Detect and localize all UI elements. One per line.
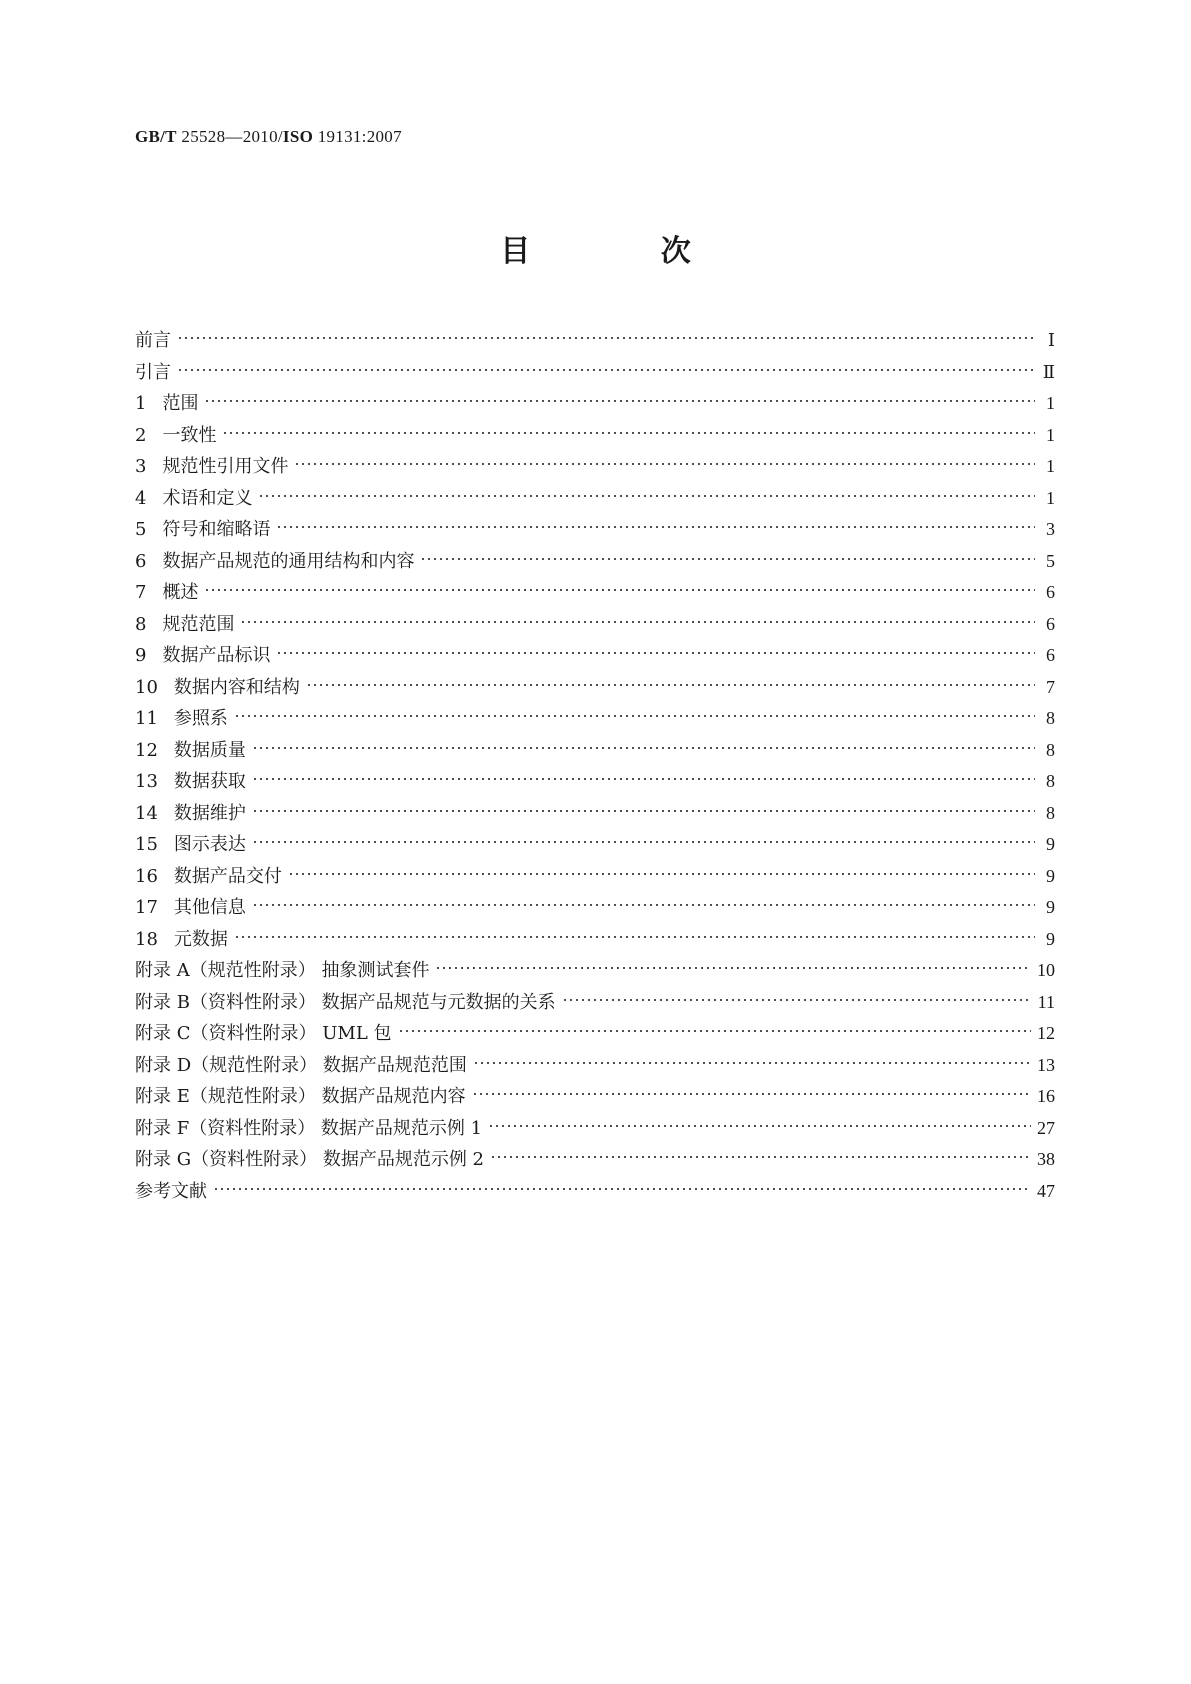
toc-entry[interactable] xyxy=(135,641,1055,673)
dot-leader xyxy=(177,363,1035,377)
toc-entry-number: 1 xyxy=(135,393,147,414)
toc-entry-page: 6 xyxy=(1046,613,1055,634)
dot-leader xyxy=(473,1056,1031,1070)
toc-entry-number: 5 xyxy=(135,519,147,540)
toc-entry-label: 参考文献 xyxy=(135,1180,207,1202)
toc-entry-page: 9 xyxy=(1046,865,1055,886)
toc-entry-page: 8 xyxy=(1046,708,1055,728)
page-title: 目 次 xyxy=(500,234,751,269)
toc-entry-page: 8 xyxy=(1046,771,1055,791)
dot-leader xyxy=(258,489,1035,503)
toc-entry[interactable] xyxy=(135,1145,1055,1177)
toc-entry-label: 其他信息 xyxy=(173,897,246,918)
dot-leader xyxy=(252,835,1035,849)
iso-prefix: ISO xyxy=(282,127,314,146)
toc-entry-page: Ⅰ xyxy=(1047,330,1055,350)
dot-leader xyxy=(252,898,1035,912)
toc-entry[interactable] xyxy=(135,515,1055,547)
toc-entry[interactable] xyxy=(135,1051,1055,1083)
toc-entry-number: 4 xyxy=(135,487,147,509)
toc-entry-number: 8 xyxy=(135,613,147,635)
toc-entry-number: 2 xyxy=(135,424,147,446)
toc-entry[interactable] xyxy=(135,578,1055,610)
iso-number: 19131:2007 xyxy=(317,127,402,146)
dot-leader xyxy=(234,709,1035,723)
toc-entry-label: 符号和缩略语 xyxy=(162,519,271,540)
dot-leader xyxy=(252,741,1035,755)
toc-entry-label: 元数据 xyxy=(173,928,228,950)
toc-entry[interactable] xyxy=(135,452,1055,484)
toc-entry-label: 数据产品规范的通用结构和内容 xyxy=(162,550,415,572)
dot-leader xyxy=(252,804,1035,818)
toc-entry-page: 13 xyxy=(1037,1054,1055,1075)
toc-entry-label: 规范性引用文件 xyxy=(162,456,289,477)
toc-entry-page: 47 xyxy=(1037,1180,1055,1201)
toc-entry-number: 14 xyxy=(135,802,158,824)
toc-entry-page: 5 xyxy=(1046,550,1055,571)
toc-entry-page: 16 xyxy=(1037,1086,1055,1106)
toc-entry[interactable] xyxy=(135,421,1055,453)
std-number: 25528—2010/ xyxy=(181,127,283,146)
toc-entry[interactable] xyxy=(135,767,1055,799)
toc-entry-page: 10 xyxy=(1037,960,1055,980)
toc-entry-label: 数据产品标识 xyxy=(162,645,271,666)
toc-entry-page: 1 xyxy=(1046,487,1055,508)
toc-entry[interactable] xyxy=(135,673,1055,705)
dot-leader xyxy=(276,520,1035,534)
toc-entry-number: 11 xyxy=(135,708,158,729)
toc-entry-label: 数据内容和结构 xyxy=(173,676,300,698)
toc-entry[interactable] xyxy=(135,988,1055,1020)
toc-entry-label: 附录 G（资料性附录） 数据产品规范示例 2 xyxy=(135,1149,484,1170)
dot-leader xyxy=(490,1150,1031,1164)
toc-entry[interactable] xyxy=(135,893,1055,925)
dot-leader xyxy=(222,426,1035,440)
toc-entry[interactable] xyxy=(135,1177,1055,1209)
toc-entry-page: 12 xyxy=(1037,1023,1055,1043)
toc-entry-label: 图示表达 xyxy=(173,834,246,855)
toc-entry[interactable] xyxy=(135,704,1055,736)
toc-entry[interactable] xyxy=(135,326,1055,358)
toc-entry-label: 概述 xyxy=(162,582,199,603)
toc-entry-number: 9 xyxy=(135,645,147,666)
toc-entry-page: 38 xyxy=(1037,1149,1055,1169)
toc-entry[interactable] xyxy=(135,736,1055,768)
dot-leader xyxy=(288,867,1035,881)
toc-entry-label: 引言 xyxy=(135,361,171,383)
toc-entry-page: 9 xyxy=(1046,834,1055,854)
dot-leader xyxy=(420,552,1035,566)
dot-leader xyxy=(204,394,1035,408)
dot-leader xyxy=(435,961,1031,975)
dot-leader xyxy=(306,678,1035,692)
dot-leader xyxy=(562,993,1032,1007)
toc-entry[interactable] xyxy=(135,925,1055,957)
toc-entry[interactable] xyxy=(135,547,1055,579)
dot-leader xyxy=(213,1182,1031,1196)
toc-entry-label: 附录 C（资料性附录） UML 包 xyxy=(135,1023,392,1044)
toc-entry-page: 27 xyxy=(1037,1117,1055,1138)
toc-entry-number: 18 xyxy=(135,928,158,950)
toc-entry-page: 6 xyxy=(1046,645,1055,665)
dot-leader xyxy=(240,615,1035,629)
toc-entry-label: 附录 E（规范性附录） 数据产品规范内容 xyxy=(135,1086,466,1107)
toc-entry-number: 16 xyxy=(135,865,158,887)
dot-leader xyxy=(294,457,1035,471)
toc-entry-page: 6 xyxy=(1046,582,1055,602)
toc-entry-label: 数据获取 xyxy=(173,771,246,792)
toc-entry-label: 规范范围 xyxy=(162,613,235,635)
toc-entry[interactable] xyxy=(135,799,1055,831)
dot-leader xyxy=(472,1087,1031,1101)
dot-leader xyxy=(204,583,1035,597)
toc-entry-label: 数据质量 xyxy=(173,739,246,761)
std-prefix: GB/T xyxy=(135,127,177,146)
toc-entry-label: 附录 A（规范性附录） 抽象测试套件 xyxy=(135,960,430,981)
toc-entry-number: 15 xyxy=(135,834,158,855)
toc-entry[interactable] xyxy=(135,610,1055,642)
toc-entry-label: 范围 xyxy=(162,393,199,414)
table-of-contents xyxy=(135,326,1055,1208)
toc-entry-label: 前言 xyxy=(135,330,171,351)
toc-entry-label: 参照系 xyxy=(173,708,228,729)
standard-code xyxy=(135,127,402,147)
toc-entry-page: 11 xyxy=(1037,991,1055,1012)
dot-leader xyxy=(276,646,1035,660)
toc-entry[interactable] xyxy=(135,389,1055,421)
toc-entry-page: 1 xyxy=(1046,393,1055,413)
toc-entry-number: 3 xyxy=(135,456,147,477)
toc-entry[interactable] xyxy=(135,862,1055,894)
toc-entry-label: 一致性 xyxy=(162,424,217,446)
toc-entry-page: 9 xyxy=(1046,928,1055,949)
toc-entry-page: Ⅱ xyxy=(1042,361,1055,382)
toc-entry-number: 6 xyxy=(135,550,147,572)
toc-entry-page: 1 xyxy=(1046,424,1055,445)
toc-entry-label: 附录 B（资料性附录） 数据产品规范与元数据的关系 xyxy=(135,991,556,1013)
toc-entry-page: 7 xyxy=(1046,676,1055,697)
dot-leader xyxy=(252,772,1035,786)
toc-entry[interactable] xyxy=(135,1019,1055,1051)
toc-entry-page: 9 xyxy=(1046,897,1055,917)
toc-entry-number: 7 xyxy=(135,582,147,603)
dot-leader xyxy=(177,331,1035,345)
toc-entry[interactable] xyxy=(135,358,1055,390)
toc-entry-label: 术语和定义 xyxy=(162,487,253,509)
toc-entry-number: 17 xyxy=(135,897,158,918)
dot-leader xyxy=(398,1024,1032,1038)
toc-entry-label: 数据产品交付 xyxy=(173,865,282,887)
toc-entry[interactable] xyxy=(135,1082,1055,1114)
toc-entry-number: 10 xyxy=(135,676,158,698)
toc-entry-page: 8 xyxy=(1046,739,1055,760)
toc-entry-page: 3 xyxy=(1046,519,1055,539)
toc-entry-label: 数据维护 xyxy=(173,802,246,824)
toc-entry[interactable] xyxy=(135,1114,1055,1146)
dot-leader xyxy=(234,930,1035,944)
toc-entry-label: 附录 F（资料性附录） 数据产品规范示例 1 xyxy=(135,1117,483,1139)
toc-entry-number: 12 xyxy=(135,739,158,761)
toc-entry[interactable] xyxy=(135,830,1055,862)
toc-entry-page: 1 xyxy=(1046,456,1055,476)
dot-leader xyxy=(488,1119,1031,1133)
toc-entry[interactable] xyxy=(135,484,1055,516)
toc-entry-page: 8 xyxy=(1046,802,1055,823)
toc-entry-number: 13 xyxy=(135,771,158,792)
toc-entry[interactable] xyxy=(135,956,1055,988)
toc-entry-label: 附录 D（规范性附录） 数据产品规范范围 xyxy=(135,1054,467,1076)
